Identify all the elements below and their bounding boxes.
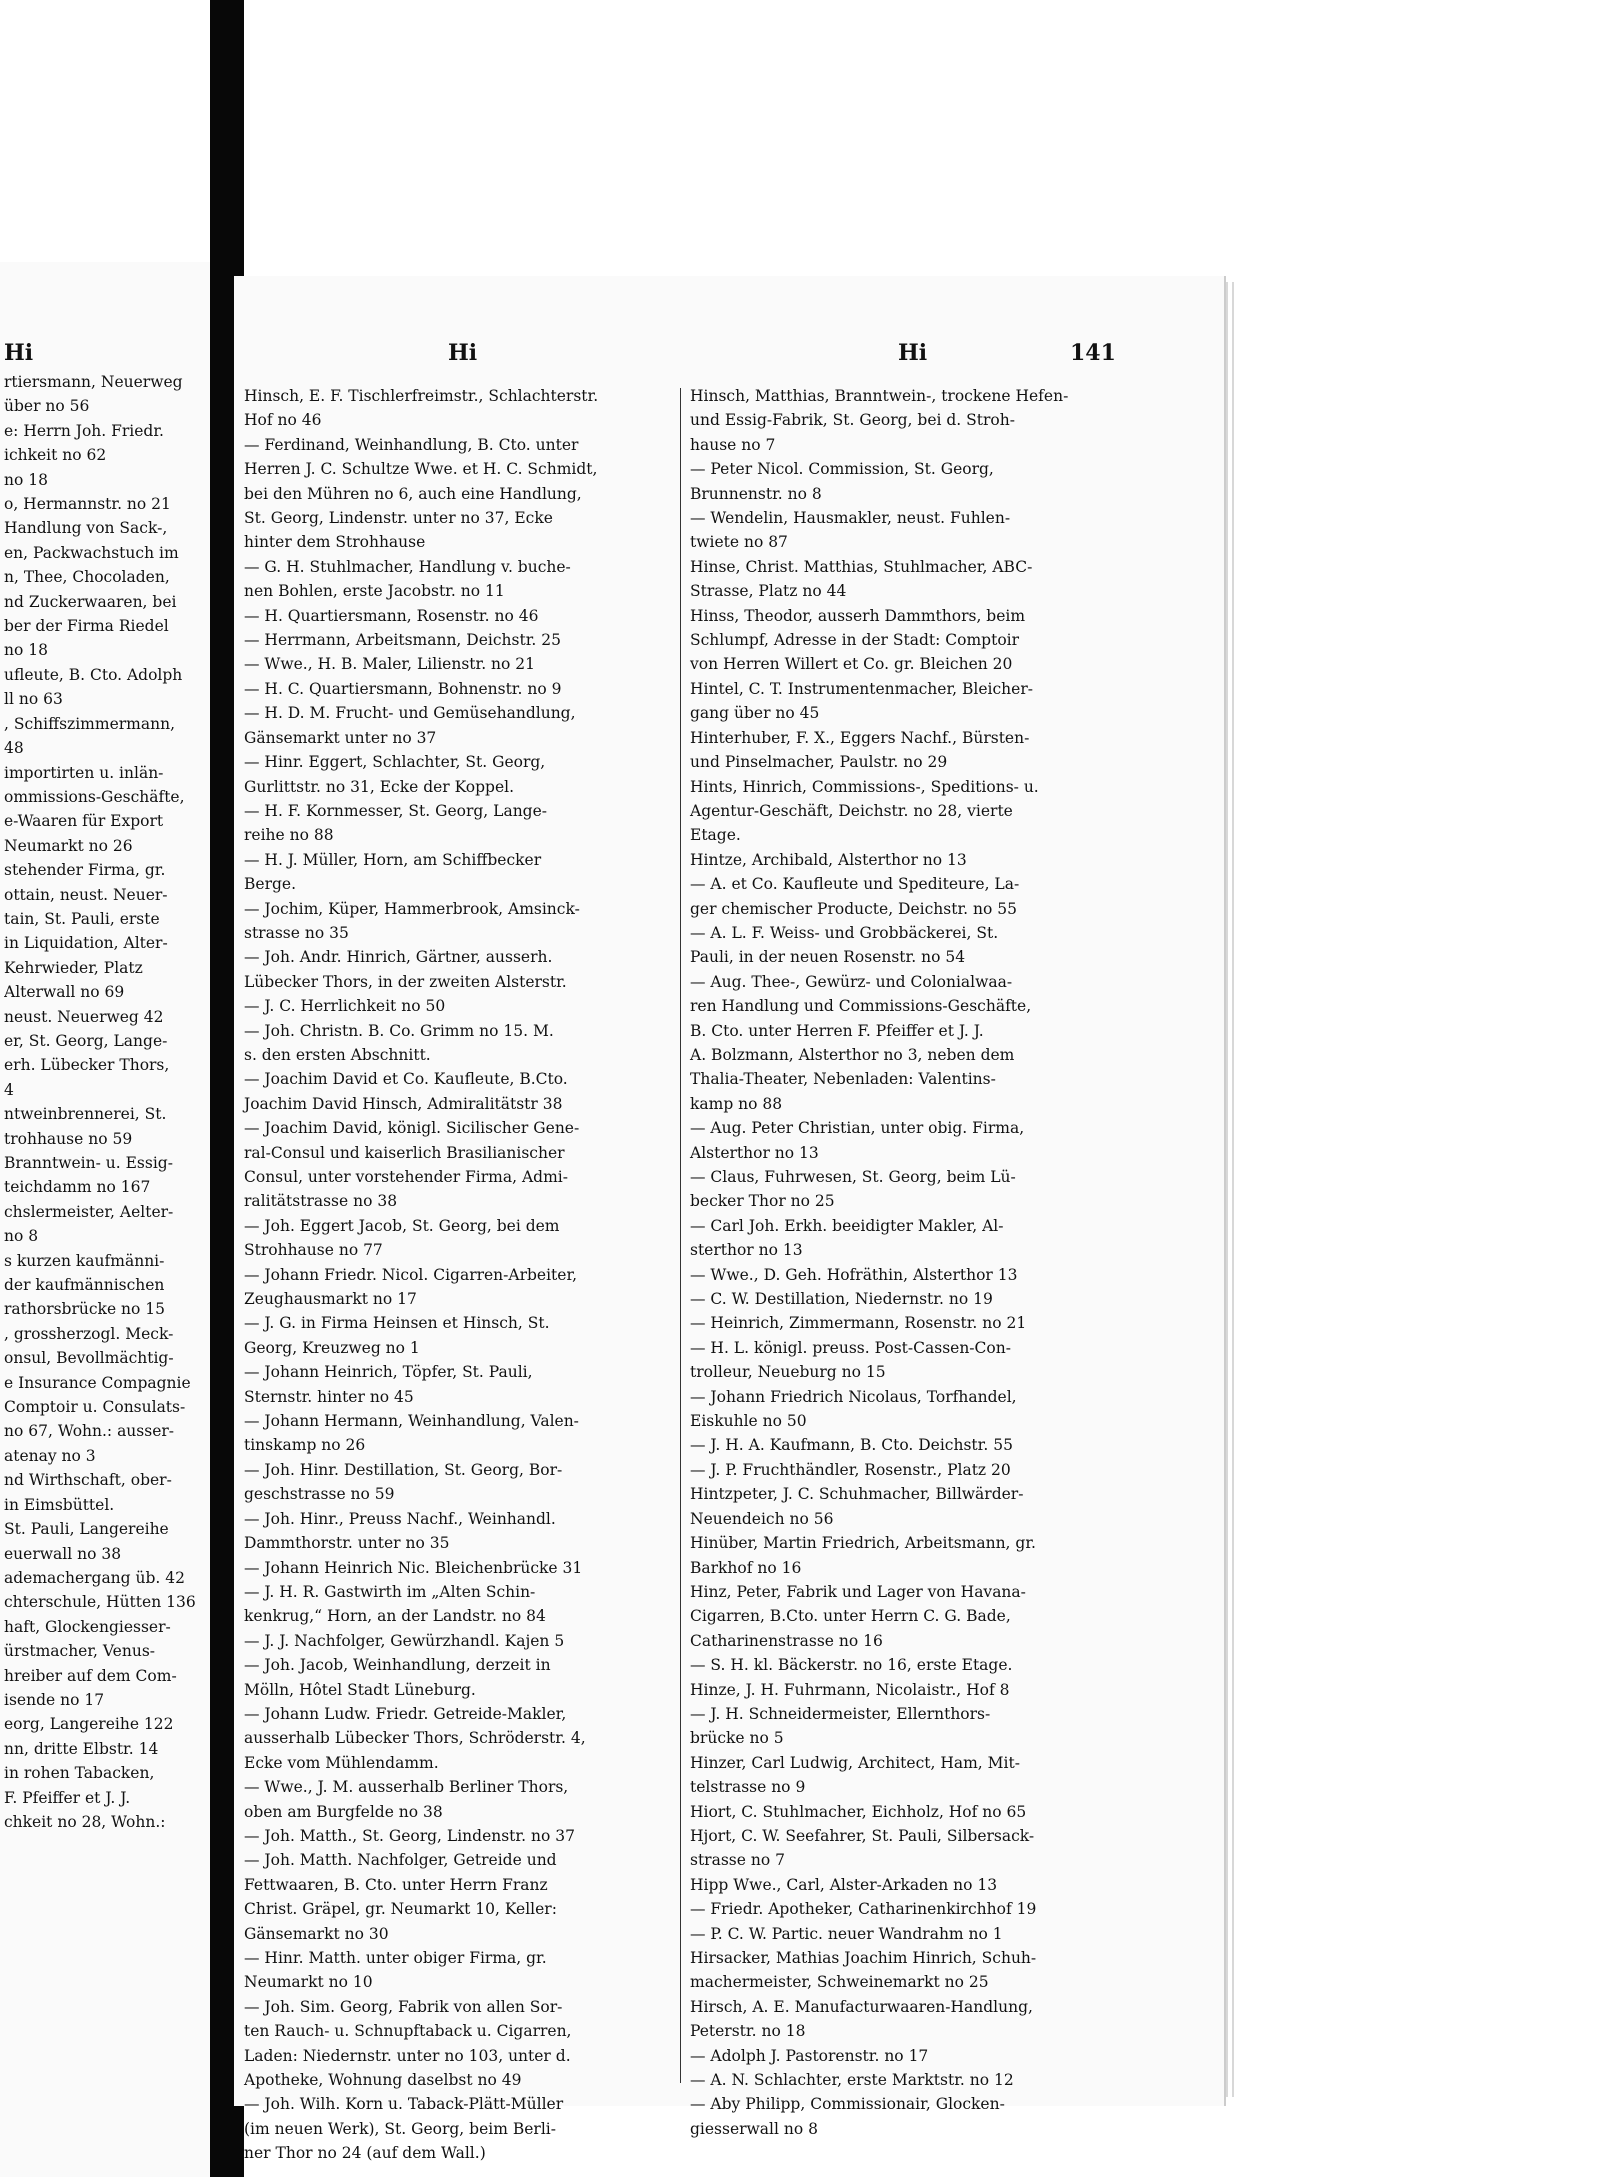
- directory-line: — Claus, Fuhrwesen, St. Georg, beim Lü-: [690, 1168, 1016, 1186]
- directory-line: — Joh. Jacob, Weinhandlung, derzeit in: [244, 1656, 551, 1675]
- directory-line: Cigarren, B.Cto. unter Herrn C. G. Bade,: [690, 1607, 1011, 1626]
- left-running-head: Hi: [4, 340, 34, 366]
- directory-line: — Joh. Sim. Georg, Fabrik von allen Sor-: [244, 1997, 563, 2016]
- directory-line: — A. N. Schlachter, erste Marktstr. no 12: [690, 2071, 1014, 2090]
- directory-line: Handlung von Sack-,: [4, 519, 168, 538]
- directory-line: Apotheke, Wohnung daselbst no 49: [244, 2071, 522, 2090]
- directory-line: Hinüber, Martin Friedrich, Arbeitsmann, gr.: [690, 1534, 1036, 1553]
- directory-line: F. Pfeiffer et J. J.: [4, 1788, 131, 1807]
- directory-line: — A. et Co. Kaufleute und Spediteure, La-: [690, 875, 1020, 894]
- directory-line: — Joh. Hinr. Destillation, St. Georg, Bor-: [244, 1460, 563, 1479]
- directory-line: chslermeister, Aelter-: [4, 1202, 174, 1221]
- directory-line: — P. C. W. Partic. neuer Wandrahm no 1: [690, 1924, 1003, 1943]
- directory-line: der kaufmännischen: [4, 1276, 165, 1295]
- directory-line: rtiersmann, Neuerweg: [4, 373, 183, 391]
- directory-line: — H. D. M. Frucht- und Gemüsehandlung,: [244, 704, 576, 723]
- directory-line: in Liquidation, Alter-: [4, 934, 168, 953]
- directory-line: — Joh. Andr. Hinrich, Gärtner, ausserh.: [244, 948, 553, 967]
- directory-line: — Joh. Matth., St. Georg, Lindenstr. no 37: [244, 1826, 575, 1845]
- directory-line: rathorsbrücke no 15: [4, 1300, 166, 1319]
- directory-line: — H. L. königl. preuss. Post-Cassen-Con-: [690, 1338, 1011, 1357]
- directory-line: A. Bolzmann, Alsterthor no 3, neben dem: [690, 1045, 1015, 1064]
- directory-line: über no 56: [4, 397, 90, 416]
- directory-line: no 18: [4, 641, 48, 660]
- directory-line: — Peter Nicol. Commission, St. Georg,: [690, 460, 994, 479]
- directory-line: ten Rauch- u. Schnupftaback u. Cigarren,: [244, 2022, 572, 2041]
- directory-line: — Adolph J. Pastorenstr. no 17: [690, 2046, 929, 2065]
- directory-line: — Joh. Wilh. Korn u. Taback-Plätt-Müller: [244, 2095, 564, 2114]
- directory-line: ürstmacher, Venus-: [4, 1642, 156, 1661]
- directory-line: Alsterthor no 13: [690, 1143, 819, 1162]
- directory-line: no 18: [4, 470, 48, 489]
- directory-line: n, Thee, Chocoladen,: [4, 568, 170, 587]
- directory-line: giesserwall no 8: [690, 2119, 818, 2138]
- directory-line: — Johann Heinrich, Töpfer, St. Pauli,: [244, 1363, 533, 1382]
- directory-line: Hinze, J. H. Fuhrmann, Nicolaistr., Hof 8: [690, 1680, 1010, 1699]
- directory-line: ufleute, B. Cto. Adolph: [4, 665, 183, 684]
- directory-line: — H. J. Müller, Horn, am Schiffbecker: [244, 850, 542, 869]
- directory-line: Hinz, Peter, Fabrik und Lager von Havana-: [690, 1582, 1026, 1601]
- directory-line: ommissions-Geschäfte,: [4, 787, 185, 806]
- directory-line: strasse no 35: [244, 923, 349, 942]
- directory-line: gang über no 45: [690, 704, 820, 723]
- directory-line: ner Thor no 24 (auf dem Wall.): [244, 2144, 486, 2163]
- directory-line: Branntwein- u. Essig-: [4, 1154, 173, 1172]
- directory-line: telstrasse no 9: [690, 1778, 806, 1797]
- right-running-head: Hi: [898, 340, 928, 366]
- directory-line: Gurlittstr. no 31, Ecke der Koppel.: [244, 777, 515, 796]
- directory-line: e Insurance Compagnie: [4, 1373, 191, 1392]
- directory-line: chterschule, Hütten 136: [4, 1593, 196, 1612]
- directory-line: — A. L. F. Weiss- und Grobbäckerei, St.: [690, 923, 999, 942]
- directory-line: — Johann Heinrich Nic. Bleichenbrücke 31: [244, 1558, 583, 1577]
- directory-line: — G. H. Stuhlmacher, Handlung v. buche-: [244, 557, 571, 576]
- directory-line: trolleur, Neueburg no 15: [690, 1363, 886, 1382]
- left-page-column: [4, 370, 214, 1834]
- directory-line: nen Bohlen, erste Jacobstr. no 11: [244, 582, 505, 601]
- directory-line: Neumarkt no 10: [244, 1973, 373, 1992]
- directory-line: Hints, Hinrich, Commissions-, Speditions- u.: [690, 777, 1039, 796]
- directory-line: hinter dem Strohhause: [244, 533, 426, 552]
- directory-line: nn, dritte Elbstr. 14: [4, 1739, 159, 1758]
- directory-line: Hipp Wwe., Carl, Alster-Arkaden no 13: [690, 1875, 998, 1894]
- center-running-head: Hi: [448, 340, 478, 366]
- directory-line: — Hinr. Eggert, Schlachter, St. Georg,: [244, 753, 546, 772]
- directory-line: ral-Consul und kaiserlich Brasilianischer: [244, 1143, 565, 1162]
- directory-line: — Johann Ludw. Friedr. Getreide-Makler,: [244, 1704, 567, 1723]
- directory-line: tain, St. Pauli, erste: [4, 909, 160, 928]
- directory-line: Hiort, C. Stuhlmacher, Eichholz, Hof no 65: [690, 1802, 1027, 1821]
- directory-line: — Carl Joh. Erkh. beeidigter Makler, Al-: [690, 1216, 1004, 1235]
- directory-line: machermeister, Schweinemarkt no 25: [690, 1973, 989, 1992]
- directory-line: — Johann Friedr. Nicol. Cigarren-Arbeiter,: [244, 1265, 578, 1284]
- directory-line: — Joh. Christn. B. Co. Grimm no 15. M.: [244, 1021, 554, 1040]
- page-edge: [1226, 282, 1228, 2097]
- directory-line: Ecke vom Mühlendamm.: [244, 1753, 439, 1772]
- directory-line: Berge.: [244, 875, 296, 894]
- directory-line: haft, Glockengiesser-: [4, 1617, 171, 1636]
- directory-line: ottain, neust. Neuer-: [4, 885, 168, 904]
- directory-line: Gänsemarkt unter no 37: [244, 728, 437, 747]
- directory-line: Hinss, Theodor, ausserh Dammthors, beim: [690, 606, 1026, 625]
- directory-line: Hirsacker, Mathias Joachim Hinrich, Schuh-: [690, 1949, 1037, 1967]
- directory-line: Hinse, Christ. Matthias, Stuhlmacher, ABC-: [690, 557, 1033, 576]
- directory-line: en, Packwachstuch im: [4, 543, 179, 562]
- directory-line: sterthor no 13: [690, 1241, 803, 1260]
- directory-line: — Wendelin, Hausmakler, neust. Fuhlen-: [690, 509, 1011, 528]
- directory-line: Peterstr. no 18: [690, 2022, 806, 2041]
- directory-line: atenay no 3: [4, 1446, 96, 1465]
- directory-line: 48: [4, 739, 24, 758]
- directory-line: nd Wirthschaft, ober-: [4, 1471, 172, 1490]
- directory-line: onsul, Bevollmächtig-: [4, 1349, 174, 1368]
- directory-line: — H. F. Kornmesser, St. Georg, Lange-: [244, 801, 548, 820]
- directory-line: — Ferdinand, Weinhandlung, B. Cto. unter: [244, 435, 579, 454]
- directory-line: — Wwe., J. M. ausserhalb Berliner Thors,: [244, 1778, 569, 1797]
- directory-line: teichdamm no 167: [4, 1178, 151, 1197]
- directory-line: trohhause no 59: [4, 1129, 133, 1148]
- directory-line: euerwall no 38: [4, 1544, 122, 1563]
- directory-line: — Jochim, Küper, Hammerbrook, Amsinck-: [244, 899, 580, 918]
- directory-line: — Johann Friedrich Nicolaus, Torfhandel,: [690, 1387, 1017, 1406]
- directory-line: Gänsemarkt no 30: [244, 1924, 389, 1943]
- directory-line: Kehrwieder, Platz: [4, 958, 143, 977]
- directory-line: eorg, Langereihe 122: [4, 1715, 174, 1734]
- directory-line: no 8: [4, 1227, 39, 1246]
- directory-line: Strohhause no 77: [244, 1241, 383, 1260]
- directory-line: kenkrug,“ Horn, an der Landstr. no 84: [244, 1607, 546, 1626]
- directory-line: Pauli, in der neuen Rosenstr. no 54: [690, 948, 966, 967]
- directory-line: reihe no 88: [244, 826, 334, 845]
- directory-line: Dammthorstr. unter no 35: [244, 1534, 450, 1553]
- directory-line: — Aug. Peter Christian, unter obig. Firma,: [690, 1119, 1025, 1138]
- directory-line: neust. Neuerweg 42: [4, 1007, 164, 1026]
- directory-line: — Wwe., H. B. Maler, Lilienstr. no 21: [244, 655, 536, 674]
- directory-line: — C. W. Destillation, Niedernstr. no 19: [690, 1290, 993, 1309]
- directory-line: Hinsch, E. F. Tischlerfreimstr., Schlachterstr.: [244, 387, 599, 405]
- directory-line: — Aug. Thee-, Gewürz- und Colonialwaa-: [690, 972, 1013, 991]
- directory-line: Fettwaaren, B. Cto. unter Herrn Franz: [244, 1875, 548, 1894]
- directory-line: Etage.: [690, 826, 741, 845]
- directory-line: B. Cto. unter Herren F. Pfeiffer et J. J.: [690, 1021, 984, 1040]
- directory-line: — Heinrich, Zimmermann, Rosenstr. no 21: [690, 1314, 1027, 1333]
- directory-line: ber der Firma Riedel: [4, 617, 169, 636]
- page-edge: [1232, 282, 1234, 2097]
- directory-line: Comptoir u. Consulats-: [4, 1398, 186, 1417]
- directory-line: — Aby Philipp, Commissionair, Glocken-: [690, 2095, 1005, 2114]
- directory-line: isende no 17: [4, 1690, 105, 1709]
- directory-line: ger chemischer Producte, Deichstr. no 55: [690, 899, 1017, 918]
- directory-line: , grossherzogl. Meck-: [4, 1324, 174, 1343]
- directory-line: Sternstr. hinter no 45: [244, 1387, 414, 1406]
- directory-line: Mölln, Hôtel Stadt Lüneburg.: [244, 1680, 476, 1699]
- directory-line: und Pinselmacher, Paulstr. no 29: [690, 753, 948, 772]
- directory-line: Hinsch, Matthias, Branntwein-, trockene Hefen-: [690, 387, 1069, 405]
- directory-line: becker Thor no 25: [690, 1192, 835, 1211]
- directory-line: ademachergang üb. 42: [4, 1568, 185, 1587]
- directory-line: Consul, unter vorstehender Firma, Admi-: [244, 1168, 568, 1186]
- page-number: 141: [1070, 340, 1116, 366]
- directory-line: Christ. Gräpel, gr. Neumarkt 10, Keller:: [244, 1900, 557, 1919]
- directory-line: e: Herrn Joh. Friedr.: [4, 421, 164, 440]
- directory-line: (im neuen Werk), St. Georg, beim Berli-: [244, 2119, 556, 2138]
- directory-line: — Joachim David, königl. Sicilischer Gene-: [244, 1119, 580, 1138]
- directory-line: oben am Burgfelde no 38: [244, 1802, 443, 1821]
- directory-line: s kurzen kaufmänni-: [4, 1251, 165, 1270]
- directory-line: Agentur-Geschäft, Deichstr. no 28, vierte: [690, 801, 1013, 820]
- directory-line: — J. H. A. Kaufmann, B. Cto. Deichstr. 55: [690, 1436, 1013, 1455]
- directory-line: — J. C. Herrlichkeit no 50: [244, 997, 446, 1016]
- directory-line: Georg, Kreuzweg no 1: [244, 1338, 420, 1357]
- column-divider: [680, 388, 681, 2083]
- directory-line: Strasse, Platz no 44: [690, 582, 847, 601]
- directory-line: — J. H. R. Gastwirth im „Alten Schin-: [244, 1582, 536, 1601]
- directory-line: nd Zuckerwaaren, bei: [4, 592, 177, 611]
- directory-line: importirten u. inlän-: [4, 763, 164, 782]
- directory-line: — Johann Hermann, Weinhandlung, Valen-: [244, 1412, 579, 1431]
- directory-line: — Joh. Matth. Nachfolger, Getreide und: [244, 1851, 557, 1870]
- directory-line: ntweinbrennerei, St.: [4, 1105, 167, 1124]
- directory-line: Thalia-Theater, Nebenladen: Valentins-: [690, 1070, 996, 1089]
- directory-line: , Schiffszimmermann,: [4, 714, 175, 733]
- directory-line: Neumarkt no 26: [4, 836, 133, 855]
- directory-line: Hinterhuber, F. X., Eggers Nachf., Bürsten-: [690, 728, 1030, 747]
- directory-line: 4: [4, 1080, 14, 1099]
- directory-line: ausserhalb Lübecker Thors, Schröderstr. 4,: [244, 1729, 586, 1748]
- directory-line: Hintzpeter, J. C. Schuhmacher, Billwärder-: [690, 1485, 1024, 1504]
- directory-line: er, St. Georg, Lange-: [4, 1031, 168, 1050]
- directory-line: tinskamp no 26: [244, 1436, 366, 1455]
- directory-line: — J. P. Fruchthändler, Rosenstr., Platz 20: [690, 1460, 1011, 1479]
- directory-line: — Herrmann, Arbeitsmann, Deichstr. 25: [244, 631, 561, 650]
- directory-line: — Joachim David et Co. Kaufleute, B.Cto.: [244, 1070, 568, 1089]
- directory-line: — H. C. Quartiersmann, Bohnenstr. no 9: [244, 679, 562, 698]
- directory-line: in Eimsbüttel.: [4, 1495, 115, 1514]
- directory-line: Hinzer, Carl Ludwig, Architect, Ham, Mit-: [690, 1753, 1020, 1772]
- directory-column-1: [244, 384, 676, 2166]
- directory-line: Eiskuhle no 50: [690, 1412, 807, 1431]
- directory-line: bei den Mühren no 6, auch eine Handlung,: [244, 484, 582, 503]
- directory-line: ichkeit no 62: [4, 446, 107, 465]
- directory-line: twiete no 87: [690, 533, 788, 552]
- directory-line: in rohen Tabacken,: [4, 1764, 155, 1783]
- directory-line: no 67, Wohn.: ausser-: [4, 1422, 175, 1441]
- directory-line: kamp no 88: [690, 1094, 783, 1113]
- directory-line: Hintel, C. T. Instrumentenmacher, Bleicher-: [690, 679, 1033, 698]
- directory-line: ren Handlung und Commissions-Geschäfte,: [690, 997, 1032, 1016]
- directory-line: o, Hermannstr. no 21: [4, 495, 171, 514]
- directory-line: Barkhof no 16: [690, 1558, 802, 1577]
- directory-line: Schlumpf, Adresse in der Stadt: Comptoir: [690, 631, 1020, 650]
- directory-line: stehender Firma, gr.: [4, 861, 166, 880]
- directory-line: geschstrasse no 59: [244, 1485, 395, 1504]
- directory-line: erh. Lübecker Thors,: [4, 1056, 170, 1075]
- directory-line: — Friedr. Apotheker, Catharinenkirchhof 19: [690, 1900, 1037, 1919]
- directory-line: Zeughausmarkt no 17: [244, 1290, 417, 1309]
- directory-line: Joachim David Hinsch, Admiralitätstr 38: [244, 1094, 563, 1113]
- directory-line: hause no 7: [690, 435, 776, 454]
- directory-line: Hjort, C. W. Seefahrer, St. Pauli, Silbersack-: [690, 1826, 1035, 1845]
- directory-line: — Hinr. Matth. unter obiger Firma, gr.: [244, 1949, 547, 1967]
- directory-line: brücke no 5: [690, 1729, 784, 1748]
- directory-line: Hirsch, A. E. Manufacturwaaren-Handlung,: [690, 1997, 1033, 2016]
- directory-line: e-Waaren für Export: [4, 812, 164, 831]
- directory-line: Brunnenstr. no 8: [690, 484, 822, 503]
- directory-line: Hof no 46: [244, 411, 322, 430]
- directory-line: s. den ersten Abschnitt.: [244, 1045, 431, 1064]
- directory-line: — J. J. Nachfolger, Gewürzhandl. Kajen 5: [244, 1631, 565, 1650]
- directory-line: Neuendeich no 56: [690, 1509, 834, 1528]
- directory-line: Alterwall no 69: [4, 983, 125, 1002]
- directory-line: — Joh. Eggert Jacob, St. Georg, bei dem: [244, 1216, 560, 1235]
- directory-line: Lübecker Thors, in der zweiten Alsterstr.: [244, 972, 567, 991]
- directory-line: Catharinenstrasse no 16: [690, 1631, 883, 1650]
- directory-column-2: [690, 384, 1130, 2141]
- directory-line: — J. G. in Firma Heinsen et Hinsch, St.: [244, 1314, 550, 1333]
- directory-line: — Wwe., D. Geh. Hofräthin, Alsterthor 13: [690, 1265, 1018, 1284]
- directory-line: und Essig-Fabrik, St. Georg, bei d. Stroh-: [690, 411, 1015, 430]
- directory-line: — Joh. Hinr., Preuss Nachf., Weinhandl.: [244, 1509, 556, 1528]
- directory-line: Laden: Niedernstr. unter no 103, unter d.: [244, 2046, 571, 2065]
- directory-line: St. Georg, Lindenstr. unter no 37, Ecke: [244, 509, 553, 528]
- directory-line: von Herren Willert et Co. gr. Bleichen 20: [690, 655, 1013, 674]
- directory-line: Hintze, Archibald, Alsterthor no 13: [690, 850, 967, 869]
- directory-line: — S. H. kl. Bäckerstr. no 16, erste Etage.: [690, 1656, 1013, 1675]
- directory-line: St. Pauli, Langereihe: [4, 1520, 169, 1539]
- directory-line: strasse no 7: [690, 1851, 785, 1870]
- directory-line: hreiber auf dem Com-: [4, 1666, 177, 1685]
- directory-line: chkeit no 28, Wohn.:: [4, 1812, 166, 1831]
- directory-line: ll no 63: [4, 690, 63, 709]
- directory-line: — J. H. Schneidermeister, Ellernthors-: [690, 1704, 991, 1723]
- directory-line: — H. Quartiersmann, Rosenstr. no 46: [244, 606, 539, 625]
- directory-line: Herren J. C. Schultze Wwe. et H. C. Schmidt,: [244, 460, 598, 479]
- directory-line: ralitätstrasse no 38: [244, 1192, 398, 1211]
